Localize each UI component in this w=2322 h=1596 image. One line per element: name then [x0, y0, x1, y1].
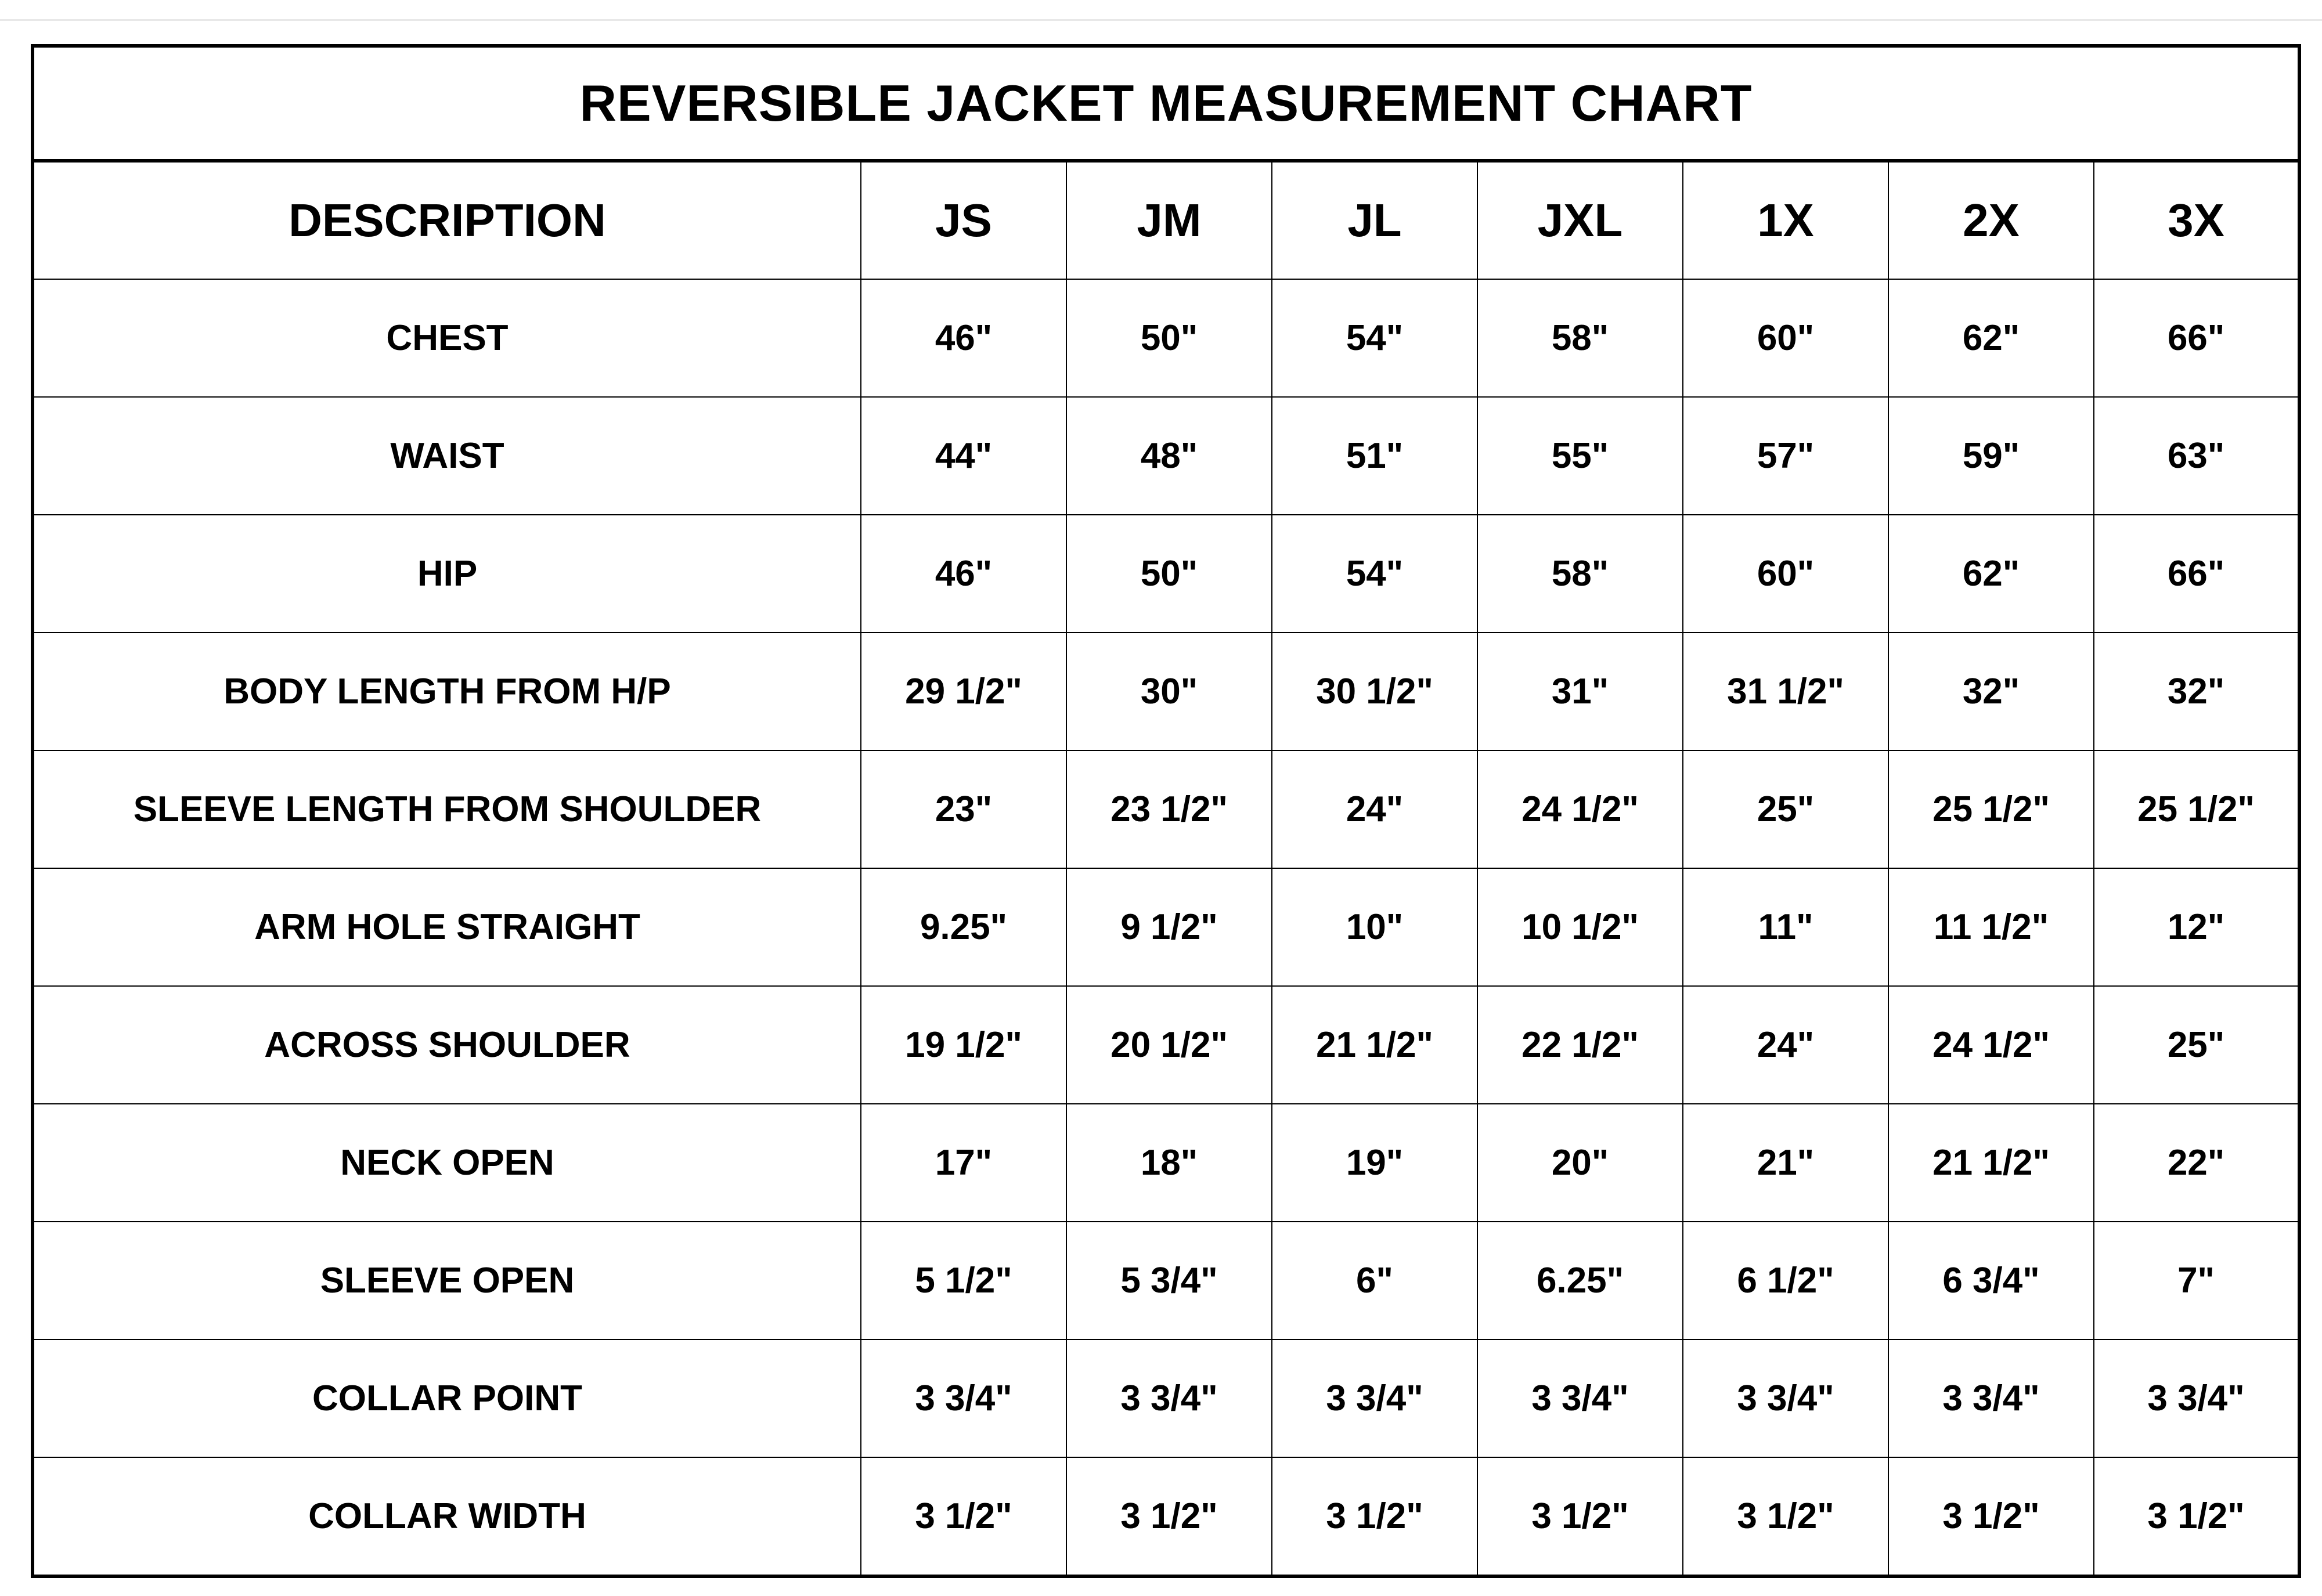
- measurement-value: 22": [2094, 1104, 2299, 1222]
- measurement-value: 3 1/2": [1888, 1457, 2094, 1576]
- measurement-value: 10": [1272, 868, 1477, 986]
- measurement-value: 3 1/2": [1066, 1457, 1272, 1576]
- table-row: [33, 750, 2299, 868]
- measurement-value: 3 3/4": [861, 1339, 1066, 1457]
- table-row: [33, 986, 2299, 1104]
- measurement-value: 58": [1477, 515, 1683, 633]
- measurement-value: 3 3/4": [1683, 1339, 1888, 1457]
- table-row: [33, 633, 2299, 750]
- measurement-value: 57": [1683, 397, 1888, 515]
- row-label: SLEEVE LENGTH FROM SHOULDER: [33, 750, 861, 868]
- measurement-value: 62": [1888, 279, 2094, 397]
- measurement-value: 24 1/2": [1888, 986, 2094, 1104]
- measurement-value: 7": [2094, 1222, 2299, 1339]
- measurement-value: 51": [1272, 397, 1477, 515]
- column-header-1x: 1X: [1683, 161, 1888, 279]
- measurement-value: 9 1/2": [1066, 868, 1272, 986]
- measurement-value: 3 1/2": [1272, 1457, 1477, 1576]
- measurement-value: 55": [1477, 397, 1683, 515]
- measurement-value: 25 1/2": [1888, 750, 2094, 868]
- measurement-value: 50": [1066, 515, 1272, 633]
- row-label: COLLAR WIDTH: [33, 1457, 861, 1576]
- table-row: [33, 279, 2299, 397]
- row-label: WAIST: [33, 397, 861, 515]
- measurement-value: 25": [2094, 986, 2299, 1104]
- measurement-value: 3 1/2": [861, 1457, 1066, 1576]
- row-label: NECK OPEN: [33, 1104, 861, 1222]
- measurement-value: 6.25": [1477, 1222, 1683, 1339]
- measurement-value: 25": [1683, 750, 1888, 868]
- measurement-value: 6 1/2": [1683, 1222, 1888, 1339]
- column-header-jl: JL: [1272, 161, 1477, 279]
- measurement-value: 24": [1272, 750, 1477, 868]
- measurement-value: 6 3/4": [1888, 1222, 2094, 1339]
- measurement-value: 24 1/2": [1477, 750, 1683, 868]
- measurement-value: 44": [861, 397, 1066, 515]
- measurement-value: 12": [2094, 868, 2299, 986]
- table-row: [33, 1457, 2299, 1576]
- measurement-value: 54": [1272, 279, 1477, 397]
- measurement-chart-table: [31, 44, 2301, 1578]
- measurement-value: 20 1/2": [1066, 986, 1272, 1104]
- row-label: ARM HOLE STRAIGHT: [33, 868, 861, 986]
- measurement-value: 29 1/2": [861, 633, 1066, 750]
- measurement-value: 22 1/2": [1477, 986, 1683, 1104]
- row-label: HIP: [33, 515, 861, 633]
- measurement-value: 66": [2094, 279, 2299, 397]
- measurement-value: 21 1/2": [1272, 986, 1477, 1104]
- measurement-value: 3 3/4": [1066, 1339, 1272, 1457]
- measurement-value: 31 1/2": [1683, 633, 1888, 750]
- column-header-description: DESCRIPTION: [33, 161, 861, 279]
- measurement-value: 3 3/4": [1477, 1339, 1683, 1457]
- measurement-value: 25 1/2": [2094, 750, 2299, 868]
- measurement-value: 3 3/4": [1272, 1339, 1477, 1457]
- measurement-value: 50": [1066, 279, 1272, 397]
- measurement-value: 59": [1888, 397, 2094, 515]
- measurement-value: 3 1/2": [2094, 1457, 2299, 1576]
- measurement-value: 54": [1272, 515, 1477, 633]
- header-row: [33, 161, 2299, 279]
- title-row: [33, 46, 2299, 161]
- row-label: SLEEVE OPEN: [33, 1222, 861, 1339]
- measurement-value: 63": [2094, 397, 2299, 515]
- measurement-value: 31": [1477, 633, 1683, 750]
- column-header-jm: JM: [1066, 161, 1272, 279]
- measurement-value: 30": [1066, 633, 1272, 750]
- measurement-value: 19 1/2": [861, 986, 1066, 1104]
- measurement-value: 23 1/2": [1066, 750, 1272, 868]
- measurement-value: 6": [1272, 1222, 1477, 1339]
- measurement-value: 17": [861, 1104, 1066, 1222]
- table-row: [33, 1339, 2299, 1457]
- row-label: BODY LENGTH FROM H/P: [33, 633, 861, 750]
- measurement-value: 21 1/2": [1888, 1104, 2094, 1222]
- table-row: [33, 397, 2299, 515]
- measurement-value: 11 1/2": [1888, 868, 2094, 986]
- measurement-value: 10 1/2": [1477, 868, 1683, 986]
- measurement-value: 3 3/4": [2094, 1339, 2299, 1457]
- table-row: [33, 515, 2299, 633]
- measurement-value: 3 1/2": [1477, 1457, 1683, 1576]
- row-label: ACROSS SHOULDER: [33, 986, 861, 1104]
- page-top-divider: [0, 19, 2322, 21]
- column-header-3x: 3X: [2094, 161, 2299, 279]
- measurement-value: 23": [861, 750, 1066, 868]
- measurement-value: 32": [2094, 633, 2299, 750]
- chart-title: REVERSIBLE JACKET MEASUREMENT CHART: [33, 46, 2299, 161]
- measurement-value: 60": [1683, 515, 1888, 633]
- measurement-value: 62": [1888, 515, 2094, 633]
- measurement-value: 3 3/4": [1888, 1339, 2094, 1457]
- table-row: [33, 868, 2299, 986]
- measurement-value: 48": [1066, 397, 1272, 515]
- row-label: COLLAR POINT: [33, 1339, 861, 1457]
- measurement-value: 5 3/4": [1066, 1222, 1272, 1339]
- measurement-value: 3 1/2": [1683, 1457, 1888, 1576]
- measurement-value: 5 1/2": [861, 1222, 1066, 1339]
- measurement-value: 46": [861, 515, 1066, 633]
- table-row: [33, 1104, 2299, 1222]
- table-row: [33, 1222, 2299, 1339]
- measurement-value: 66": [2094, 515, 2299, 633]
- measurement-value: 9.25": [861, 868, 1066, 986]
- measurement-value: 46": [861, 279, 1066, 397]
- column-header-jxl: JXL: [1477, 161, 1683, 279]
- measurement-value: 21": [1683, 1104, 1888, 1222]
- measurement-value: 20": [1477, 1104, 1683, 1222]
- row-label: CHEST: [33, 279, 861, 397]
- measurement-value: 30 1/2": [1272, 633, 1477, 750]
- measurement-value: 11": [1683, 868, 1888, 986]
- measurement-value: 24": [1683, 986, 1888, 1104]
- measurement-value: 18": [1066, 1104, 1272, 1222]
- measurement-value: 58": [1477, 279, 1683, 397]
- measurement-value: 32": [1888, 633, 2094, 750]
- column-header-2x: 2X: [1888, 161, 2094, 279]
- measurement-value: 19": [1272, 1104, 1477, 1222]
- measurement-value: 60": [1683, 279, 1888, 397]
- column-header-js: JS: [861, 161, 1066, 279]
